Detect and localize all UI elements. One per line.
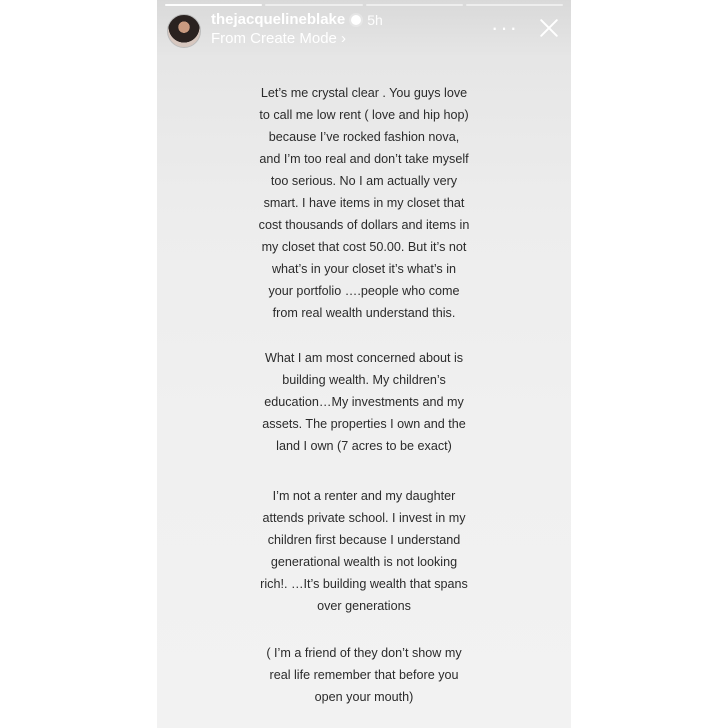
story-text-line: building wealth. My children’s	[282, 373, 446, 387]
story-text-line: rich!. …It’s building wealth that spans	[260, 577, 468, 591]
story-text-line: ( I’m a friend of they don’t show my	[266, 646, 462, 660]
story-progress	[165, 4, 563, 6]
story-text-line: I’m not a renter and my daughter	[272, 489, 456, 503]
progress-segment	[265, 4, 362, 6]
story-actions	[491, 12, 561, 40]
story-meta	[211, 12, 383, 47]
story-text-line: Let’s me crystal clear . You guys love	[260, 86, 468, 100]
story-text-line: generational wealth is not looking	[270, 555, 458, 569]
story-text-line: too serious. No I am actually very	[270, 174, 458, 188]
close-icon[interactable]	[537, 16, 561, 40]
story-viewer[interactable]	[157, 0, 571, 728]
progress-segment	[165, 4, 262, 6]
story-text-line: education…My investments and my	[264, 395, 464, 409]
story-text-line: over generations	[317, 599, 411, 613]
story-paragraph-3	[234, 485, 494, 617]
story-paragraph-1	[234, 82, 494, 324]
story-text-line: land I own (7 acres to be exact)	[276, 439, 452, 453]
story-paragraph-2	[234, 347, 494, 457]
story-time: 5h	[367, 11, 383, 28]
more-icon[interactable]: ···	[491, 15, 519, 40]
create-mode-label: From Create Mode	[211, 29, 337, 47]
story-text-line: what’s in your closet it’s what’s in	[271, 262, 457, 276]
progress-segment	[466, 4, 563, 6]
story-subtitle[interactable]	[211, 31, 383, 48]
story-text-line: because I’ve rocked fashion nova,	[268, 130, 460, 144]
story-header	[167, 12, 561, 52]
story-text-line: from real wealth understand this.	[272, 306, 456, 320]
progress-segment	[366, 4, 463, 6]
story-meta-row	[211, 12, 383, 29]
story-text-line: assets. The properties I own and the	[262, 417, 466, 431]
story-text-line: and I’m too real and don’t take myself	[259, 152, 469, 166]
story-text-line: children first because I understand	[267, 533, 461, 547]
status-dot-icon	[351, 15, 361, 25]
story-text-line: smart. I have items in my closet that	[263, 196, 465, 210]
story-paragraph-4	[234, 642, 494, 708]
story-text-line: my closet that cost 50.00. But it’s not	[261, 240, 467, 254]
chevron-right-icon: ›	[341, 29, 347, 47]
story-text-line: your portfolio ….people who come	[268, 284, 460, 298]
story-text-line: cost thousands of dollars and items in	[258, 218, 470, 232]
story-text-line: What I am most concerned about is	[264, 351, 464, 365]
story-text-line: open your mouth)	[314, 690, 414, 704]
story-text-line: to call me low rent ( love and hip hop)	[259, 108, 469, 122]
story-text-line: attends private school. I invest in my	[262, 511, 466, 525]
username[interactable]: thejacquelineblake	[211, 11, 346, 28]
avatar[interactable]	[167, 14, 201, 48]
story-text-line: real life remember that before you	[269, 668, 459, 682]
